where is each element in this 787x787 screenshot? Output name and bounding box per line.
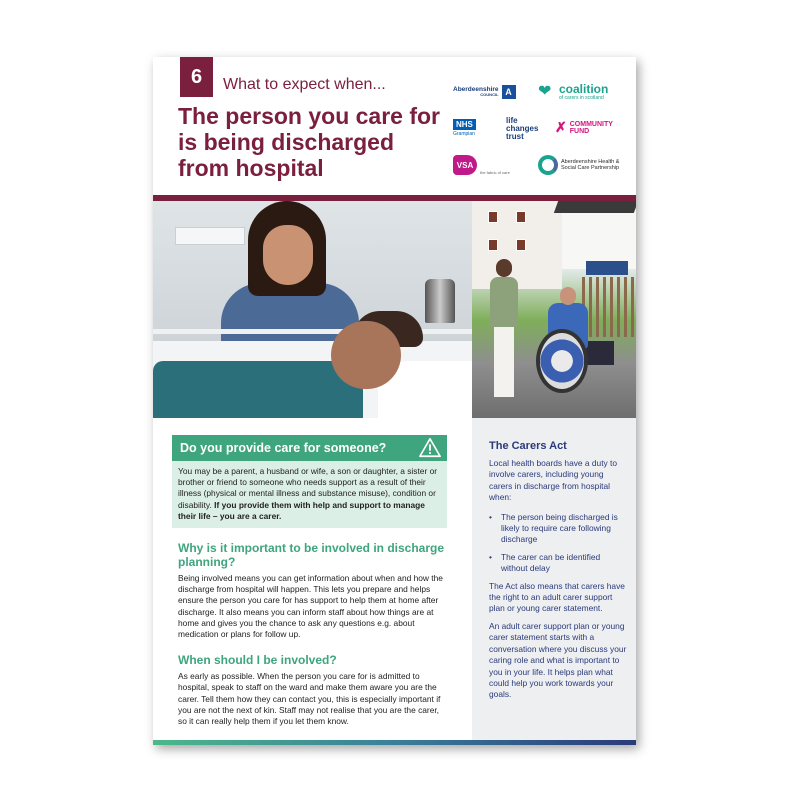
aberdeenshire-logo-sub: COUNCIL — [480, 92, 499, 98]
sidebar-paragraph-rights: The Act also means that carers have the right to an adult carer support plan or young carer statement. — [489, 580, 625, 614]
callout-body-text: You may be a parent, a husband or wife, a son or daughter, a sister or brother or friend to someone who needs support as a result of their illness (physical or mental illness and substance misuse), condition or disability. — [178, 466, 438, 510]
nhs-logo-name: NHS — [453, 119, 476, 130]
hospital-bedside-photo — [153, 201, 472, 418]
vsa-logo-sub: the fabric of care — [480, 169, 510, 175]
sidebar-bullet-list — [489, 512, 628, 575]
lottery-crossed-fingers-icon: ✗ — [555, 119, 567, 135]
leaflet-number-badge: 6 — [180, 57, 213, 97]
carer-callout-box — [172, 435, 447, 528]
nhs-logo-sub: Grampian — [453, 131, 475, 137]
hscp-logo — [538, 155, 625, 175]
leaflet-page — [153, 57, 636, 745]
callout-body-bold: If you provide them with help and support to manage their life – you are a carer. — [178, 499, 425, 521]
callout-title: Do you provide care for someone? — [180, 441, 387, 455]
aberdeenshire-mark-icon: A — [502, 85, 516, 99]
aberdeenshire-council-logo — [453, 85, 516, 99]
coalition-logo-name: coalition — [559, 82, 609, 96]
coalition-of-carers-logo — [538, 83, 608, 101]
section-heading-when-involved: When should I be involved? — [178, 653, 337, 668]
section-heading-why-involved: Why is it important to be involved in discharge planning? — [178, 541, 445, 570]
lottery-logo-name: COMMUNITY FUND — [569, 120, 613, 135]
warning-icon — [419, 437, 441, 459]
sidebar-paragraph-support-plan: An adult carer support plan or young carer statement starts with a conversation where you discuss your caring role and what is important to you in your life. It helps plan what could help you work towards your goals. — [489, 620, 627, 700]
life-changes-logo-name: life changes trust — [506, 116, 539, 141]
hscp-ring-icon — [538, 155, 558, 175]
carers-act-sidebar — [472, 418, 636, 745]
heart-icon: ❤ — [538, 82, 552, 100]
main-content — [172, 435, 447, 727]
nhs-grampian-logo — [453, 119, 476, 137]
partner-logos — [448, 79, 628, 189]
footer-gradient-bar — [153, 740, 636, 745]
vsa-logo-name: VSA — [453, 155, 477, 175]
vsa-logo — [453, 155, 510, 175]
header-subtitle: What to expect when... — [223, 76, 386, 93]
sidebar-title: The Carers Act — [489, 440, 567, 452]
wheelchair-outdoor-photo — [472, 201, 636, 418]
lottery-community-fund-logo — [555, 119, 613, 136]
page-title: The person you care for is being discharged from hospital — [178, 103, 441, 181]
list-item: • The person being discharged is likely to require care following discharge — [489, 512, 628, 546]
section-body-when-involved: As early as possible. When the person you care for is admitted to hospital, speak to staff on the ward and make them aware you are the carer. Tell them how they can contact you, this is especially important if you are not the next of kin. Staff may not realise that you are the carer, so it can really help them if you let them know. — [178, 671, 441, 727]
hscp-logo-name: Aberdeenshire Health & Social Care Partnership — [561, 159, 620, 171]
life-changes-trust-logo — [506, 117, 540, 141]
coalition-logo-sub: of carers in scotland — [559, 94, 604, 101]
list-item: • The carer can be identified without delay — [489, 552, 628, 575]
aberdeenshire-logo-name: Aberdeenshire — [453, 85, 499, 93]
callout-header — [172, 435, 447, 461]
section-body-why-involved: Being involved means you can get information about when and how the discharge from hospital will happen. This lets you prepare and helps ensure the person you care for has support to help them at home after discharge. It also means you can inform staff about how things are at home and gives you the chance to ask any questions e.g. about medication or plans for follow up. — [178, 573, 443, 640]
callout-body — [172, 461, 447, 528]
sidebar-intro: Local health boards have a duty to involve carers, including young carers in discharge from hospital when: — [489, 458, 618, 503]
